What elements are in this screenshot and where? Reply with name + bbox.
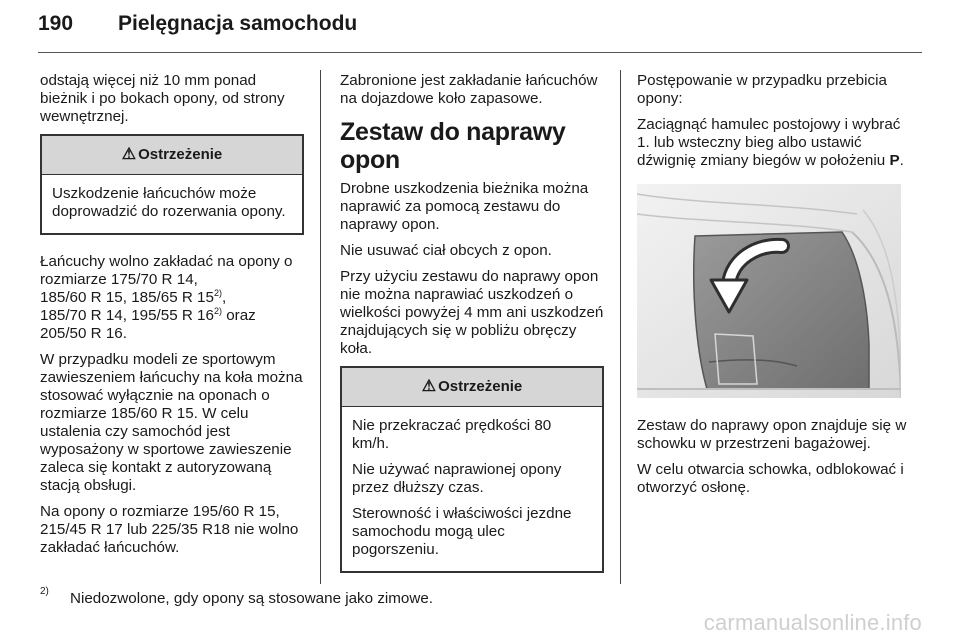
column-divider (320, 70, 321, 584)
warning-box (40, 134, 304, 235)
watermark: carmanualsonline.info (703, 610, 922, 635)
paragraph: Przy użyciu zestawu do naprawy opon nie można naprawiać uszkodzeń o wielkości powyżej 4 mm ani uszkodzeń znajdujących się w pobliżu obręczy koła. (340, 268, 604, 357)
tire-sizes-line3: 185/70 R 14, 195/55 R 16 (40, 307, 214, 324)
warning-body (342, 407, 602, 571)
column-divider (620, 70, 621, 584)
warning-title: Ostrzeżenie (138, 146, 223, 163)
page-header (38, 12, 357, 36)
column-1 (40, 72, 304, 565)
warning-text: Nie przekraczać prędkości 80 km/h. (352, 417, 552, 452)
warning-text: Sterowność i właściwości jezdne samochodu mogą ulec pogorszeniu. (352, 505, 572, 558)
paragraph: Na opony o rozmiarze 195/60 R 15, 215/45 R 17 lub 225/35 R18 nie wolno zakładać łańcuchów. (40, 503, 299, 556)
paragraph: Nie usuwać ciał obcych z opon. (340, 242, 552, 259)
footnote-mark: 2) (40, 586, 49, 597)
page-number: 190 (38, 12, 74, 35)
paragraph: W przypadku modeli ze sportowym zawieszeniem łańcuchy na koła można stosować wyłącznie na oponach o rozmiarze 185/60 R 15. W celu ustalenia czy samochód jest wyposażony w sportowe zawieszenie zaleca się kontakt z autoryzowaną stacją obsługi. (40, 351, 303, 494)
gear-position: P (889, 152, 900, 169)
punctuation: . (899, 152, 904, 169)
section-heading: Zestaw do naprawy opon (340, 118, 566, 174)
warning-icon: ⚠ (421, 378, 437, 395)
paragraph: Drobne uszkodzenia bieżnika można naprawić za pomocą zestawu do naprawy opon. (340, 180, 589, 233)
warning-body (42, 175, 302, 233)
column-2 (340, 72, 604, 591)
warning-text: Nie używać naprawionej opony przez dłuższy czas. (352, 461, 562, 496)
page-title: Pielęgnacja samochodu (118, 12, 358, 35)
tire-sizes-line2: 185/60 R 15, 185/65 R 15 (40, 289, 214, 306)
paragraph: Zestaw do naprawy opon znajduje się w schowku w przestrzeni bagażowej. (637, 417, 907, 452)
paragraph: Zabronione jest zakładanie łańcuchów na dojazdowe koło zapasowe. (340, 72, 598, 107)
paragraph (637, 116, 907, 170)
warning-icon: ⚠ (121, 146, 137, 163)
footnote (40, 586, 434, 607)
paragraph: odstają więcej niż 10 mm ponad bieżnik i po bokach opony, od strony wewnętrznej. (40, 72, 285, 125)
warning-text: Uszkodzenie łańcuchów może doprowadzić do rozerwania opony. (52, 185, 286, 220)
paragraph-tire-sizes: Łańcuchy wolno zakładać na opony o rozmiarze 175/70 R 14, 185/60 R 15, 185/65 R 15$^{2)}$, 185/70 R 14, 195/55 R 16$^{2)}$ oraz 205/50 R 16. (40, 253, 293, 342)
warning-header (42, 136, 302, 175)
paragraph: W celu otwarcia schowka, odblokować i otworzyć osłonę. (637, 461, 904, 496)
tire-sizes-line4: 205/50 R 16. (40, 325, 127, 342)
instruction-text: Zaciągnąć hamulec postojowy i wybrać 1. lub wsteczny bieg albo ustawić dźwignię zmiany biegów w położeniu (637, 116, 901, 169)
trunk-compartment-illustration (637, 184, 901, 398)
footnote-text: Niedozwolone, gdy opony są stosowane jako zimowe. (70, 590, 434, 607)
warning-title: Ostrzeżenie (438, 378, 523, 395)
footnote-ref: 2) (213, 287, 222, 298)
footnote-ref: 2) (213, 305, 222, 316)
warning-box (340, 366, 604, 573)
warning-header (342, 368, 602, 407)
paragraph: Postępowanie w przypadku przebicia opony: (637, 72, 887, 107)
column-3 (637, 72, 907, 505)
header-rule (38, 52, 922, 53)
tire-sizes-line1: Łańcuchy wolno zakładać na opony o rozmiarze 175/70 R 14, (40, 253, 293, 288)
tire-sizes-conj: oraz (226, 307, 256, 324)
